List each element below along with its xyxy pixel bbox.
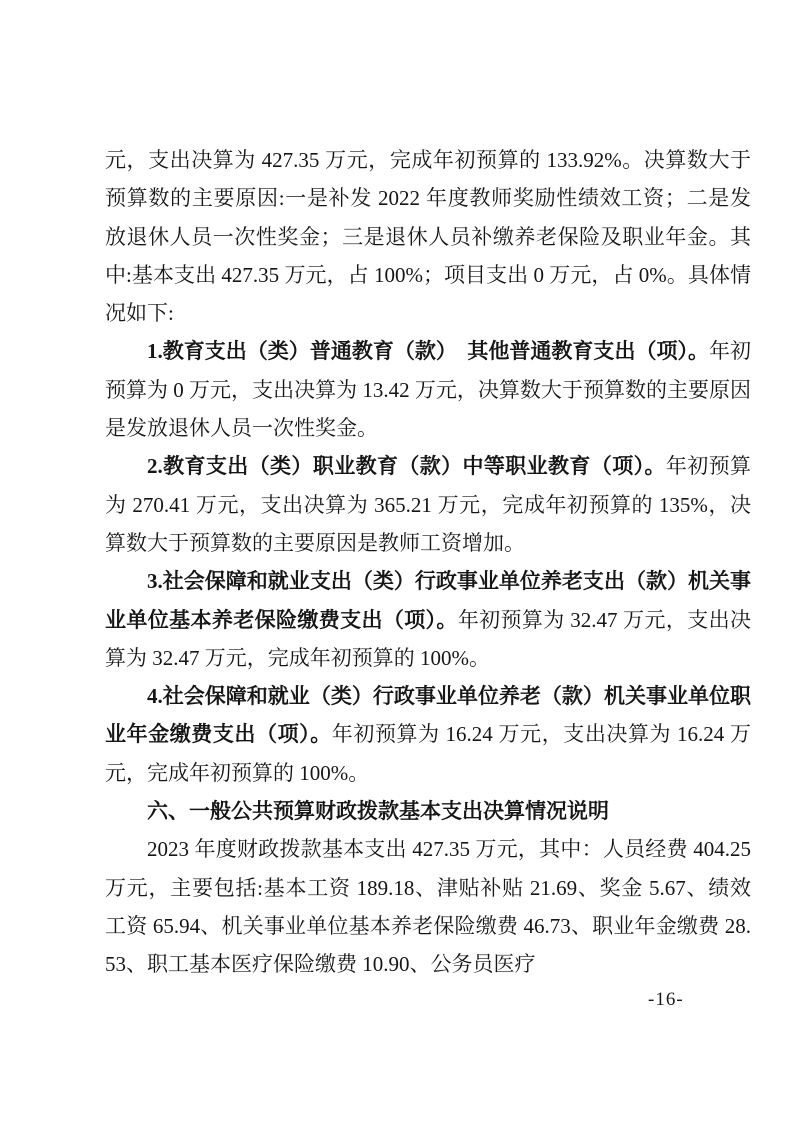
section-six-heading-text: 六、一般公共预算财政拨款基本支出决算情况说明 [147,799,609,824]
continuation-paragraph [105,141,751,332]
item-3-body: 年初预算为 32.47 万元，支出决算为 32.47 万元，完成年初预算的 100%。 [105,607,752,670]
item-2-paragraph [105,447,751,562]
item-3-heading: 3.社会保障和就业支出（类）行政事业单位养老支出（款）机关事业单位基本养老保险缴费支出（项）。 [105,569,751,632]
basic-expenditure-paragraph [105,830,751,983]
item-4-paragraph [105,677,751,792]
item-1-heading: 1.教育支出（类）普通教育（款） 其他普通教育支出（项）。 [147,339,709,364]
section-six-heading [105,792,751,830]
item-1-paragraph [105,332,751,447]
basic-expenditure-text: 2023 年度财政拨款基本支出 427.35 万元，其中：人员经费 404.25 万元，主要包括:基本工资 189.18、津贴补贴 21.69、奖金 5.67、绩效工资 65.94、机关事业单位基本养老保险缴费 46.73、职业年金缴费 28.53、职工基本医疗保险缴费 10.90、公务员医疗 [105,837,751,977]
item-3-paragraph [105,562,751,677]
item-4-body: 年初预算为 16.24 万元，支出决算为 16.24 万元，完成年初预算的 100%。 [105,722,752,785]
item-4-heading: 4.社会保障和就业（类）行政事业单位养老（款）机关事业单位职业年金缴费支出（项）。 [105,684,751,747]
page-content [105,141,751,984]
item-2-body: 年初预算为 270.41 万元，支出决算为 365.21 万元，完成年初预算的 135%，决算数大于预算数的主要原因是教师工资增加。 [105,454,752,555]
item-2-heading: 2.教育支出（类）职业教育（款）中等职业教育（项）。 [147,454,666,479]
page-number: -16- [648,989,684,1010]
item-1-body: 年初预算为 0 万元，支出决算为 13.42 万元，决算数大于预算数的主要原因是发放退休人员一次性奖金。 [105,339,752,441]
paragraph-text: 元，支出决算为 427.35 万元，完成年初预算的 133.92%。决算数大于预算数的主要原因:一是补发 2022 年度教师奖励性绩效工资；二是发放退休人员一次性奖金；三是退休人员补缴养老保险及职业年金。其中:基本支出 427.35 万元，占 100%；项目支出 0 万元，占 0%。具体情况如下: [105,148,751,326]
